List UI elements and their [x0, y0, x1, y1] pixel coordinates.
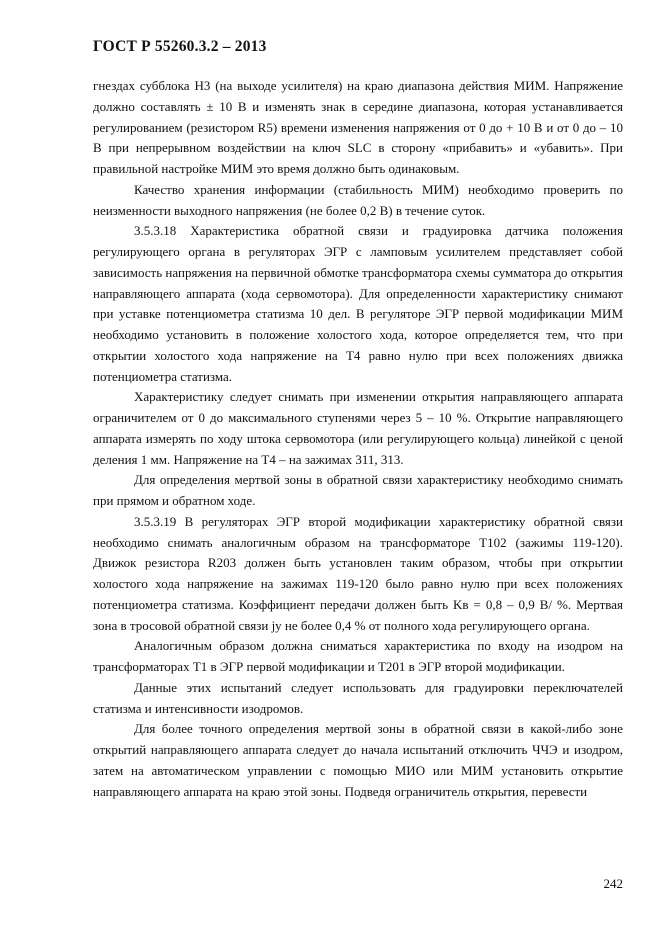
- paragraph-dead-zone: Для определения мертвой зоны в обратной связи характеристику необходимо снимать при прямом и обратном ходе.: [93, 472, 623, 508]
- paragraph-characteristic-measurement: Характеристику следует снимать при изменении открытия направляющего аппарата ограничителем от 0 до максимального ступенями через 5 – 10 %. Открытие направляющего аппарата измерять по ходу штока сервомотора (или регулирующего кольца) линейкой с ценой деления 1 мм. Напряжение на Т4 – на зажимах 311, 313.: [93, 389, 623, 467]
- paragraph-isodrome-input: Аналогичным образом должна сниматься характеристика по входу на изодром на трансформаторах Т1 в ЭГР первой модификации и Т201 в ЭГР второй модификации.: [93, 638, 623, 674]
- paragraph-3-5-3-19: 3.5.3.19 В регуляторах ЭГР второй модификации характеристику обратной связи необходимо снимать аналогичным образом на трансформаторе Т102 (зажимы 119-120). Движок резистора R203 должен быть установлен таким образом, чтобы при открытии холостого хода напряжение на зажимах 119-120 было равно нулю при всех положениях потенциометра статизма. Коэффициент передачи должен быть Kв = 0,8 – 0,9 В/ %. Мертвая зона в тросовой обратной связи jу не более 0,4 % от полного хода регулирующего органа.: [93, 513, 623, 633]
- document-body: [93, 76, 623, 802]
- paragraph-3-5-3-18: 3.5.3.18 Характеристика обратной связи и градуировка датчика положения регулирующего органа в регуляторах ЭГР с ламповым усилителем представляет собой зависимость напряжения на первичной обмотке трансформатора схемы сумматора до открытия направляющего аппарата (хода сервомотора). Для определенности характеристику снимают при уставке потенциометра статизма 10 дел. В регуляторе ЭГР первой модификации МИМ необходимо установить в положение холостого хода, которое определяется тем, что при открытии холостого хода напряжение на Т4 равно нулю при всех положениях движка потенциометра статизма.: [93, 223, 623, 384]
- paragraph-test-data-usage: Данные этих испытаний следует использовать для градуировки переключателей статизма и интенсивности изодромов.: [93, 679, 623, 716]
- page-number: 242: [603, 876, 623, 891]
- paragraph-storage-quality: Качество хранения информации (стабильность МИМ) необходимо проверить по неизменности выходного напряжения (не более 0,2 В) в течение суток.: [93, 181, 623, 218]
- standard-header: ГОСТ Р 55260.3.2 – 2013: [93, 38, 267, 55]
- paragraph-continuation: гнездах субблока Н3 (на выходе усилителя) на краю диапазона действия МИМ. Напряжение должно составлять ± 10 В и изменять знак в середине диапазона, которая устанавливается регулированием (резистором R5) времени изменения напряжения от 0 до + 10 В и от 0 до – 10 В при непрерывном воздействии на ключ SLC в сторону «прибавить» и «убавить». При правильной настройке МИМ это время должно быть одинаковым.: [93, 78, 623, 176]
- paragraph-dead-zone-precise: Для более точного определения мертвой зоны в обратной связи в какой-либо зоне открытий направляющего аппарата следует до начала испытаний отключить ЧЧЭ и изодром, затем на автоматическом управлении с помощью МИО или МИМ установить открытие направляющего аппарата на краю этой зоны. Подведя ограничитель открытия, перевести: [93, 721, 623, 799]
